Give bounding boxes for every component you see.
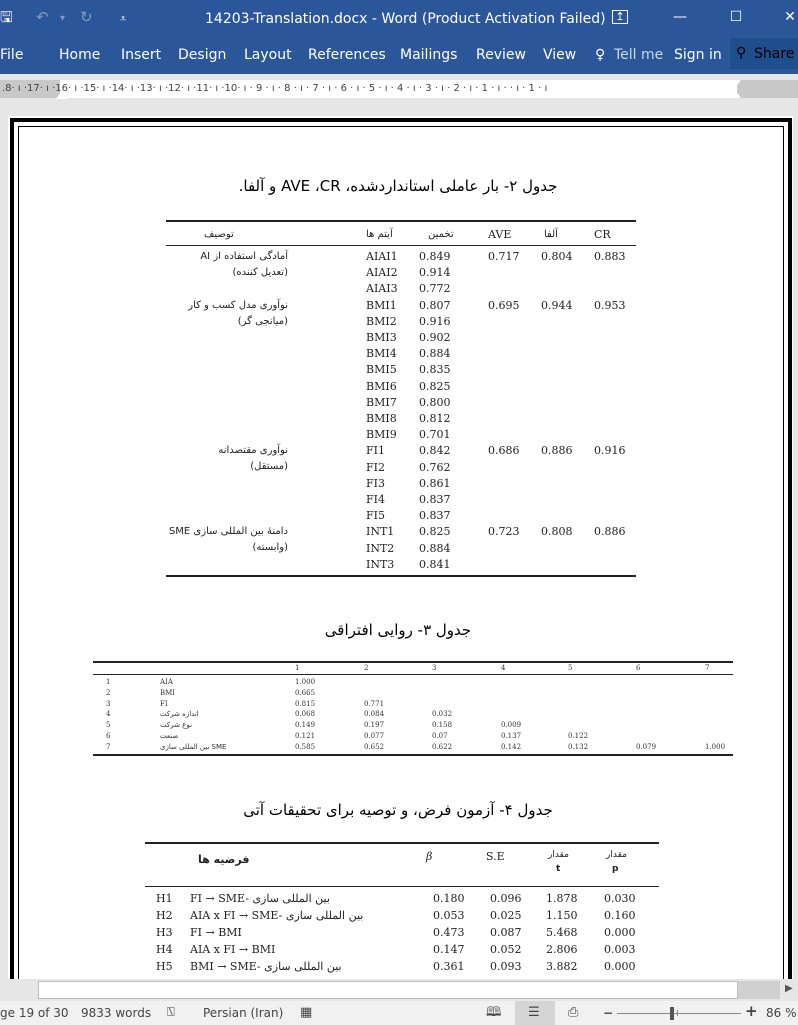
t2-item-code: FI5 bbox=[366, 509, 385, 522]
t2-item-code: AIAI2 bbox=[366, 266, 398, 279]
page-count[interactable]: ge 19 of 30 bbox=[0, 1006, 69, 1020]
t2-ave: 0.717 bbox=[488, 250, 520, 263]
t3-row-label: BMI bbox=[160, 689, 176, 697]
t3-col-header: 7 bbox=[705, 664, 710, 672]
t2-estimate: 0.849 bbox=[419, 250, 451, 263]
t4-se: 0.096 bbox=[490, 892, 522, 905]
t3-cell: 0.032 bbox=[432, 710, 453, 718]
t2-estimate: 0.902 bbox=[419, 331, 451, 344]
t3-cell: 0.009 bbox=[501, 721, 522, 729]
t4-header-t-1: مقدار bbox=[548, 850, 569, 860]
horizontal-ruler[interactable] bbox=[0, 80, 798, 98]
t4-header-p-2: p bbox=[612, 864, 619, 874]
t4-p-value: 0.000 bbox=[604, 926, 636, 939]
t3-cell: 0.068 bbox=[295, 710, 316, 718]
macro-recording-icon[interactable]: ▦ bbox=[300, 1005, 313, 1020]
page-border-inner bbox=[18, 126, 784, 979]
share-button[interactable] bbox=[730, 38, 798, 69]
t2-estimate: 0.884 bbox=[419, 347, 451, 360]
t4-header-se: S.E bbox=[486, 850, 505, 863]
t2-alpha: 0.808 bbox=[541, 525, 573, 538]
t3-cell: 0.079 bbox=[636, 743, 657, 751]
undo-dropdown-icon[interactable]: ▾ bbox=[60, 13, 66, 24]
hanging-indent-marker[interactable] bbox=[729, 90, 741, 98]
t3-cell: 0.197 bbox=[364, 721, 385, 729]
maximize-icon[interactable]: ☐ bbox=[729, 9, 743, 25]
t2-construct-role: (تعدیل کننده) bbox=[232, 267, 288, 279]
t4-t-value: 5.468 bbox=[546, 926, 578, 939]
tab-design[interactable]: Design bbox=[178, 47, 227, 63]
t2-cr: 0.883 bbox=[594, 250, 626, 263]
t2-header-description: توصیف bbox=[204, 229, 234, 240]
t3-cell: 0.137 bbox=[501, 732, 522, 740]
status-bar bbox=[0, 1001, 798, 1025]
t2-estimate: 0.762 bbox=[419, 461, 451, 474]
t2-item-code: BMI1 bbox=[366, 299, 397, 312]
t3-cell: 0.07 bbox=[432, 732, 448, 740]
t2-estimate: 0.807 bbox=[419, 299, 451, 312]
tab-review[interactable]: Review bbox=[476, 47, 526, 63]
t2-item-code: BMI9 bbox=[366, 428, 397, 441]
ribbon-tabs bbox=[0, 38, 798, 74]
zoom-slider-thumb[interactable] bbox=[670, 1007, 674, 1020]
t2-estimate: 0.825 bbox=[419, 380, 451, 393]
t4-path: FI → BMI bbox=[190, 926, 242, 939]
t3-cell: 0.084 bbox=[364, 710, 385, 718]
t2-item-code: AIAI3 bbox=[366, 282, 398, 295]
t3-row-number: 4 bbox=[106, 710, 111, 718]
t2-item-code: INT1 bbox=[366, 525, 395, 538]
t4-t-value: 2.806 bbox=[546, 943, 578, 956]
customize-qat-icon[interactable]: ⩡ bbox=[120, 12, 127, 25]
zoom-slider-track[interactable] bbox=[617, 1013, 741, 1014]
t2-header-items: آیتم ها bbox=[366, 229, 393, 240]
tab-insert[interactable]: Insert bbox=[121, 47, 162, 63]
document-page[interactable] bbox=[8, 116, 793, 979]
person-add-icon: ⚲ bbox=[736, 45, 747, 61]
table3-caption: جدول ۳- روایی افتراقی bbox=[324, 621, 472, 639]
tell-me-box[interactable]: Tell me bbox=[614, 47, 664, 63]
t2-construct-label: دامنهٔ بین المللی سازی SME bbox=[168, 526, 288, 537]
table3-header-rule bbox=[93, 674, 733, 675]
table2-header-rule bbox=[166, 245, 636, 246]
read-mode-icon[interactable]: 🕮 bbox=[486, 1005, 502, 1020]
t4-se: 0.087 bbox=[490, 926, 522, 939]
document-title: 14203-Translation.docx - Word (Product Activation Failed) bbox=[205, 11, 606, 27]
tab-mailings[interactable]: Mailings bbox=[400, 47, 458, 63]
t2-estimate: 0.701 bbox=[419, 428, 451, 441]
t4-beta: 0.473 bbox=[433, 926, 465, 939]
t3-col-header: 6 bbox=[636, 664, 641, 672]
t2-item-code: INT3 bbox=[366, 558, 395, 571]
t2-alpha: 0.804 bbox=[541, 250, 573, 263]
t3-cell: 0.652 bbox=[364, 743, 385, 751]
t4-t-value: 1.150 bbox=[546, 909, 578, 922]
word-count[interactable]: 9833 words bbox=[81, 1006, 152, 1020]
t3-row-label: بین المللی سازی SME bbox=[160, 743, 227, 751]
t2-estimate: 0.772 bbox=[419, 282, 451, 295]
t2-alpha: 0.886 bbox=[541, 444, 573, 457]
t3-row-number: 1 bbox=[106, 678, 111, 686]
t3-row-number: 3 bbox=[106, 700, 111, 708]
t2-item-code: FI2 bbox=[366, 461, 385, 474]
t3-row-label: نوع شرکت bbox=[160, 721, 192, 729]
t2-item-code: BMI6 bbox=[366, 380, 397, 393]
t3-cell: 0.121 bbox=[295, 732, 316, 740]
t3-cell: 0.585 bbox=[295, 743, 316, 751]
t4-header-t-2: t bbox=[556, 864, 561, 874]
t3-cell: 0.815 bbox=[295, 700, 316, 708]
tab-references[interactable]: References bbox=[308, 47, 386, 63]
share-label: Share bbox=[754, 46, 795, 62]
t2-alpha: 0.944 bbox=[541, 299, 573, 312]
t2-estimate: 0.884 bbox=[419, 542, 451, 555]
title-bar bbox=[0, 0, 798, 38]
scroll-track[interactable] bbox=[38, 981, 738, 999]
table3-bottom-rule bbox=[93, 754, 733, 756]
close-icon[interactable]: ✕ bbox=[784, 9, 796, 25]
language-indicator[interactable]: Persian (Iran) bbox=[203, 1006, 284, 1020]
t2-construct-label: آمادگی استفاده از AI bbox=[200, 251, 288, 262]
ribbon-display-options-icon[interactable]: ↥ bbox=[612, 10, 628, 24]
t2-estimate: 0.825 bbox=[419, 525, 451, 538]
tab-file[interactable]: File bbox=[0, 47, 24, 63]
t2-estimate: 0.812 bbox=[419, 412, 451, 425]
lightbulb-icon: ♀ bbox=[595, 47, 606, 63]
t3-row-number: 2 bbox=[106, 689, 111, 697]
t2-estimate: 0.837 bbox=[419, 509, 451, 522]
tab-home[interactable]: Home bbox=[59, 47, 101, 63]
table2-bottom-rule bbox=[166, 575, 636, 577]
t4-hypothesis-id: H4 bbox=[156, 943, 173, 956]
t2-construct-role: (میانجی گر) bbox=[237, 316, 288, 328]
table2-caption: جدول ۲- بار عاملی استانداردشده، AVE ،CR و آلفا. bbox=[238, 177, 558, 195]
t2-header-ave: AVE bbox=[488, 228, 512, 241]
t4-p-value: 0.160 bbox=[604, 909, 636, 922]
t3-row-label: AIA bbox=[160, 678, 173, 686]
t4-path: FI → SME- بین المللی سازی bbox=[190, 892, 330, 905]
t4-header-beta: β bbox=[426, 850, 433, 863]
t3-row-number: 7 bbox=[106, 743, 111, 751]
t4-path: AIA x FI → BMI bbox=[190, 943, 276, 956]
table4-top-rule bbox=[145, 842, 659, 844]
left-indent-marker[interactable] bbox=[56, 90, 68, 99]
t3-cell: 0.665 bbox=[295, 689, 316, 697]
t2-item-code: BMI8 bbox=[366, 412, 397, 425]
t2-construct-role: (مستقل) bbox=[250, 461, 288, 473]
t3-cell: 0.771 bbox=[364, 700, 385, 708]
zoom-slider-center-tick bbox=[677, 1010, 678, 1016]
t4-path: AIA x FI → SME- بین المللی سازی bbox=[190, 909, 364, 922]
t2-item-code: BMI4 bbox=[366, 347, 397, 360]
t2-estimate: 0.800 bbox=[419, 396, 451, 409]
t3-cell: 1.000 bbox=[295, 678, 316, 686]
t3-col-header: 4 bbox=[501, 664, 506, 672]
sign-in-link[interactable]: Sign in bbox=[674, 47, 722, 63]
t3-col-header: 5 bbox=[568, 664, 573, 672]
t3-col-header: 2 bbox=[364, 664, 369, 672]
t2-ave: 0.686 bbox=[488, 444, 520, 457]
horizontal-scrollbar[interactable] bbox=[0, 979, 798, 1001]
t2-ave: 0.695 bbox=[488, 299, 520, 312]
t3-cell: 0.622 bbox=[432, 743, 453, 751]
t3-row-number: 6 bbox=[106, 732, 111, 740]
t2-cr: 0.953 bbox=[594, 299, 626, 312]
ruler-scale: .8· ı ·17· ı ·16· ı ·15· ı ·14· ı ·13· ı ·12· ı ·11· ı ·10· ı · 9 · ı · 8 · ı · 7 · ı · 6 · ı · 5 · ı · 4 · ı · 3 · ı · 2 · ı · 1 · ı · · ı · 1 · ı bbox=[2, 83, 548, 94]
t4-beta: 0.147 bbox=[433, 943, 465, 956]
t4-p-value: 0.000 bbox=[604, 960, 636, 973]
t2-estimate: 0.861 bbox=[419, 477, 451, 490]
t3-col-header: 1 bbox=[295, 664, 300, 672]
t2-estimate: 0.842 bbox=[419, 444, 451, 457]
t2-header-estimate: تخمین bbox=[428, 229, 454, 240]
zoom-level[interactable]: 86 % bbox=[766, 1006, 797, 1020]
t4-p-value: 0.030 bbox=[604, 892, 636, 905]
t3-cell: 0.122 bbox=[568, 732, 589, 740]
t4-beta: 0.180 bbox=[433, 892, 465, 905]
t2-cr: 0.886 bbox=[594, 525, 626, 538]
t2-item-code: BMI2 bbox=[366, 315, 397, 328]
t2-construct-label: نوآوری مقتصدانه bbox=[218, 445, 288, 456]
scroll-right-arrow-icon[interactable]: ▶ bbox=[785, 983, 793, 994]
table3-top-rule bbox=[93, 661, 733, 663]
t4-path: BMI → SME- بین المللی سازی bbox=[190, 960, 342, 973]
t2-estimate: 0.841 bbox=[419, 558, 451, 571]
zoom-out-icon[interactable]: − bbox=[603, 1006, 614, 1020]
t2-construct-label: نوآوری مدل کسب و کار bbox=[188, 300, 288, 311]
t2-item-code: INT2 bbox=[366, 542, 395, 555]
t4-hypothesis-id: H5 bbox=[156, 960, 173, 973]
t4-t-value: 3.882 bbox=[546, 960, 578, 973]
t2-estimate: 0.914 bbox=[419, 266, 451, 279]
t4-header-hypotheses: فرضیه ها bbox=[198, 853, 250, 866]
zoom-in-icon[interactable]: + bbox=[745, 1002, 758, 1020]
proofing-icon[interactable]: ⍂ bbox=[167, 1005, 175, 1020]
undo-icon[interactable]: ↶ bbox=[36, 8, 49, 26]
t2-item-code: AIAI1 bbox=[366, 250, 398, 263]
t2-header-cr: CR bbox=[594, 228, 611, 241]
t2-estimate: 0.837 bbox=[419, 493, 451, 506]
t2-cr: 0.916 bbox=[594, 444, 626, 457]
t2-header-alpha: آلفا bbox=[544, 229, 558, 240]
t4-header-p-1: مقدار bbox=[606, 850, 627, 860]
t2-item-code: FI4 bbox=[366, 493, 385, 506]
t2-construct-role: (وابسته) bbox=[252, 542, 288, 554]
t4-p-value: 0.003 bbox=[604, 943, 636, 956]
t2-ave: 0.723 bbox=[488, 525, 520, 538]
t2-item-code: BMI3 bbox=[366, 331, 397, 344]
print-layout-button[interactable] bbox=[515, 1001, 555, 1025]
t4-se: 0.025 bbox=[490, 909, 522, 922]
t4-se: 0.052 bbox=[490, 943, 522, 956]
t3-cell: 0.158 bbox=[432, 721, 453, 729]
t3-row-label: اندازه شرکت bbox=[160, 710, 199, 718]
tab-view[interactable]: View bbox=[543, 47, 577, 63]
t3-cell: 1.000 bbox=[705, 743, 726, 751]
t4-t-value: 1.878 bbox=[546, 892, 578, 905]
t4-se: 0.093 bbox=[490, 960, 522, 973]
t4-hypothesis-id: H1 bbox=[156, 892, 173, 905]
t3-col-header: 3 bbox=[432, 664, 437, 672]
t4-beta: 0.053 bbox=[433, 909, 465, 922]
t3-cell: 0.077 bbox=[364, 732, 385, 740]
t3-row-label: FI bbox=[160, 700, 168, 708]
redo-icon[interactable]: ↻ bbox=[80, 8, 93, 26]
t3-cell: 0.149 bbox=[295, 721, 316, 729]
save-icon[interactable]: 🖫 bbox=[0, 8, 13, 26]
t2-item-code: FI3 bbox=[366, 477, 385, 490]
t2-item-code: BMI5 bbox=[366, 363, 397, 376]
tab-layout[interactable]: Layout bbox=[244, 47, 292, 63]
print-layout-icon: ☰ bbox=[528, 1005, 540, 1020]
table4-caption: جدول ۴- آزمون فرض، و توصیه برای تحقیقات آتی bbox=[243, 801, 553, 819]
t2-item-code: FI1 bbox=[366, 444, 385, 457]
t2-estimate: 0.916 bbox=[419, 315, 451, 328]
t4-hypothesis-id: H3 bbox=[156, 926, 173, 939]
t4-hypothesis-id: H2 bbox=[156, 909, 173, 922]
minimize-icon[interactable]: — bbox=[673, 9, 687, 25]
first-line-indent-marker[interactable] bbox=[729, 80, 741, 88]
web-layout-icon[interactable]: ⎙ bbox=[568, 1005, 579, 1020]
t2-item-code: BMI7 bbox=[366, 396, 397, 409]
t3-row-number: 5 bbox=[106, 721, 111, 729]
t3-cell: 0.142 bbox=[501, 743, 522, 751]
t3-row-label: صنعت bbox=[160, 732, 179, 740]
scroll-thumb[interactable] bbox=[738, 981, 780, 999]
t2-estimate: 0.835 bbox=[419, 363, 451, 376]
t4-beta: 0.361 bbox=[433, 960, 465, 973]
t3-cell: 0.132 bbox=[568, 743, 589, 751]
ruler-margin-right bbox=[737, 80, 798, 98]
table2-top-rule bbox=[166, 220, 636, 222]
table4-header-rule bbox=[145, 886, 659, 887]
